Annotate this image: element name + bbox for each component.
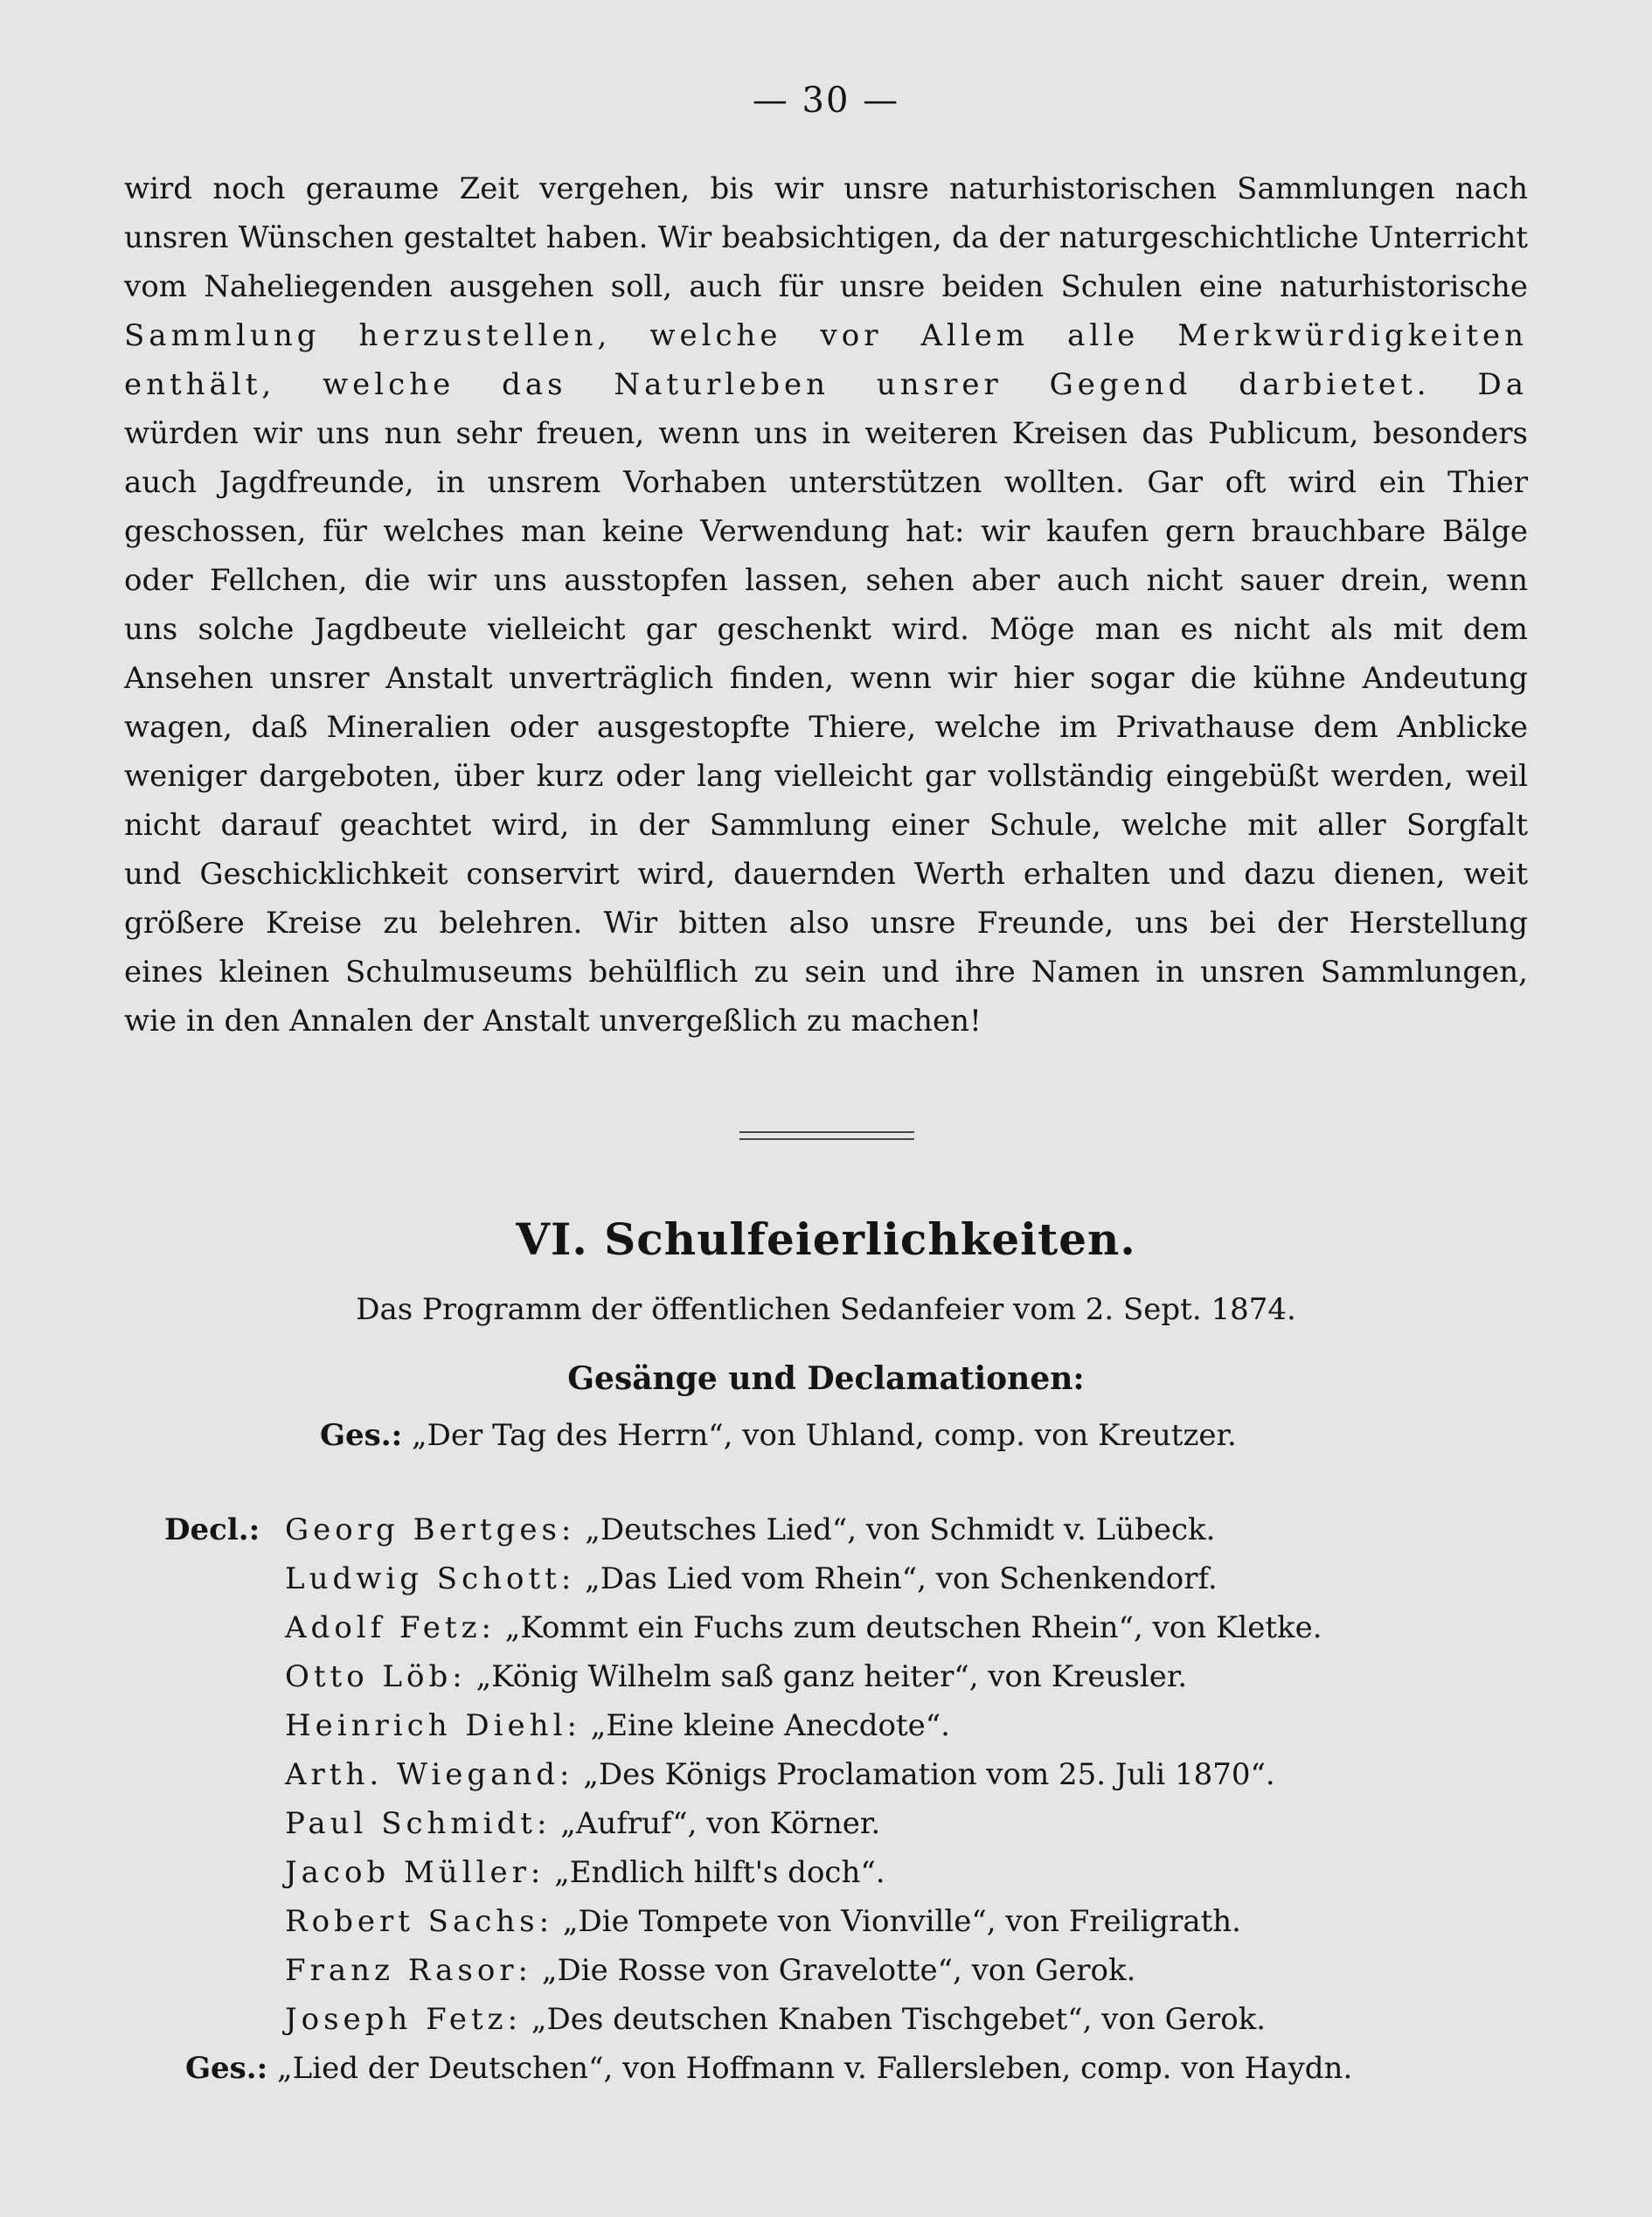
reciter-name: Paul Schmidt: (285, 1806, 552, 1841)
text-line: wagen, daß Mineralien oder ausgestopfte Thiere, welche im Privathause dem Anblicke (124, 710, 1528, 745)
reciter-name: Ludwig Schott: (285, 1561, 576, 1596)
text-line: Sammlung herzustellen, welche vor Allem alle Merkwürdigkeiten (124, 318, 1528, 353)
section-subtitle: Das Programm der öffentlichen Sedanfeier vom 2. Sept. 1874. (356, 1292, 1296, 1327)
text-line: wie in den Annalen der Anstalt unvergeßlich zu machen! (124, 1004, 982, 1039)
text-line: auch Jagdfreunde, in unsrem Vorhaben unterstützen wollten. Gar oft wird ein Thier (124, 465, 1528, 500)
text-line: und Geschicklichkeit conservirt wird, dauernden Werth erhalten und dazu dienen, weit (124, 857, 1528, 892)
recitation-item (285, 1897, 1241, 1946)
recitation-item (285, 1799, 880, 1848)
text-line: geschossen, für welches man keine Verwendung hat: wir kaufen gern brauchbare Bälge (124, 514, 1528, 549)
recitation-title: „Aufruf“, von Körner. (560, 1806, 881, 1841)
text-line: weniger dargeboten, über kurz oder lang vielleicht gar vollständig eingebüßt werden, weil (124, 759, 1528, 794)
closing-song (185, 2044, 1352, 2093)
recitation-item (285, 1701, 950, 1750)
recitation-item (285, 1652, 1187, 1701)
recitation-item (285, 1848, 885, 1897)
text-line: uns solche Jagdbeute vielleicht gar geschenkt wird. Möge man es nicht als mit dem (124, 612, 1528, 647)
reciter-name: Georg Bertges: (285, 1512, 576, 1547)
reciter-name: Adolf Fetz: (285, 1610, 496, 1645)
text-line: wird noch geraume Zeit vergehen, bis wir unsre naturhistorischen Sammlungen nach (124, 171, 1528, 206)
recitation-title: „Des Königs Proclamation vom 25. Juli 1870“. (583, 1757, 1275, 1792)
recitation-item (285, 1505, 1215, 1554)
recitation-title: „Eine kleine Anecdote“. (590, 1708, 950, 1743)
recitation-item (285, 1554, 1218, 1603)
text-line: oder Fellchen, die wir uns ausstopfen lassen, sehen aber auch nicht sauer drein, wenn (124, 563, 1528, 598)
section-heading: VI. Schulfeierlichkeiten. (516, 1213, 1136, 1265)
text-line: Ansehen unsrer Anstalt unverträglich finden, wenn wir hier sogar die kühne Andeutung (124, 661, 1528, 696)
recitation-title: „Die Rosse von Gravelotte“, von Gerok. (541, 1953, 1136, 1988)
reciter-name: Arth. Wiegand: (285, 1757, 574, 1792)
section-divider (739, 1131, 914, 1140)
recitation-title: „Die Tompete von Vionville“, von Freiligrath. (562, 1904, 1241, 1939)
text-line: größere Kreise zu belehren. Wir bitten also unsre Freunde, uns bei der Herstellung (124, 906, 1528, 941)
reciter-name: Robert Sachs: (285, 1904, 554, 1939)
text-line: würden wir uns nun sehr freuen, wenn uns in weiteren Kreisen das Publicum, besonders (124, 416, 1528, 451)
reciter-name: Jacob Müller: (285, 1855, 545, 1890)
recitation-title: „Deutsches Lied“, von Schmidt v. Lübeck. (585, 1512, 1216, 1547)
page-number: — 30 — (752, 80, 900, 121)
song-text: „Lied der Deutschen“, von Hoffmann v. Fallersleben, comp. von Haydn. (277, 2051, 1353, 2086)
song-label: Ges.: (320, 1418, 403, 1453)
text-line: eines kleinen Schulmuseums behülflich zu sein und ihre Namen in unsren Sammlungen, (124, 955, 1528, 990)
songs-heading: Gesänge und Declamationen: (567, 1360, 1085, 1397)
reciter-name: Joseph Fetz: (285, 2002, 523, 2037)
recitation-item (285, 1750, 1275, 1799)
declamation-label: Decl.: (164, 1512, 260, 1547)
reciter-name: Franz Rasor: (285, 1953, 533, 1988)
recitation-item (285, 1603, 1322, 1652)
recitation-title: „Des deutschen Knaben Tischgebet“, von Gerok. (531, 2002, 1267, 2037)
text-line: enthält, welche das Naturleben unsrer Gegend darbietet. Da (124, 367, 1528, 402)
text-line: nicht darauf geachtet wird, in der Sammlung einer Schule, welche mit aller Sorgfalt (124, 808, 1528, 843)
recitation-title: „König Wilhelm saß ganz heiter“, von Kreusler. (475, 1659, 1188, 1694)
reciter-name: Otto Löb: (285, 1659, 467, 1694)
recitation-item (285, 1946, 1135, 1995)
recitation-item (285, 1995, 1266, 2044)
body-paragraph (124, 164, 1528, 1046)
song-text: „Der Tag des Herrn“, von Uhland, comp. von Kreutzer. (412, 1418, 1237, 1453)
recitation-title: „Endlich hilft's doch“. (554, 1855, 885, 1890)
reciter-name: Heinrich Diehl: (285, 1708, 581, 1743)
text-line: vom Naheliegenden ausgehen soll, auch für unsre beiden Schulen eine naturhistorische (124, 269, 1528, 304)
song-label: Ges.: (185, 2051, 268, 2086)
recitation-title: „Kommt ein Fuchs zum deutschen Rhein“, von Kletke. (504, 1610, 1322, 1645)
opening-song (320, 1411, 1237, 1460)
text-line: unsren Wünschen gestaltet haben. Wir beabsichtigen, da der naturgeschichtliche Unterricht (124, 220, 1528, 255)
recitation-title: „Das Lied vom Rhein“, von Schenkendorf. (585, 1561, 1218, 1596)
